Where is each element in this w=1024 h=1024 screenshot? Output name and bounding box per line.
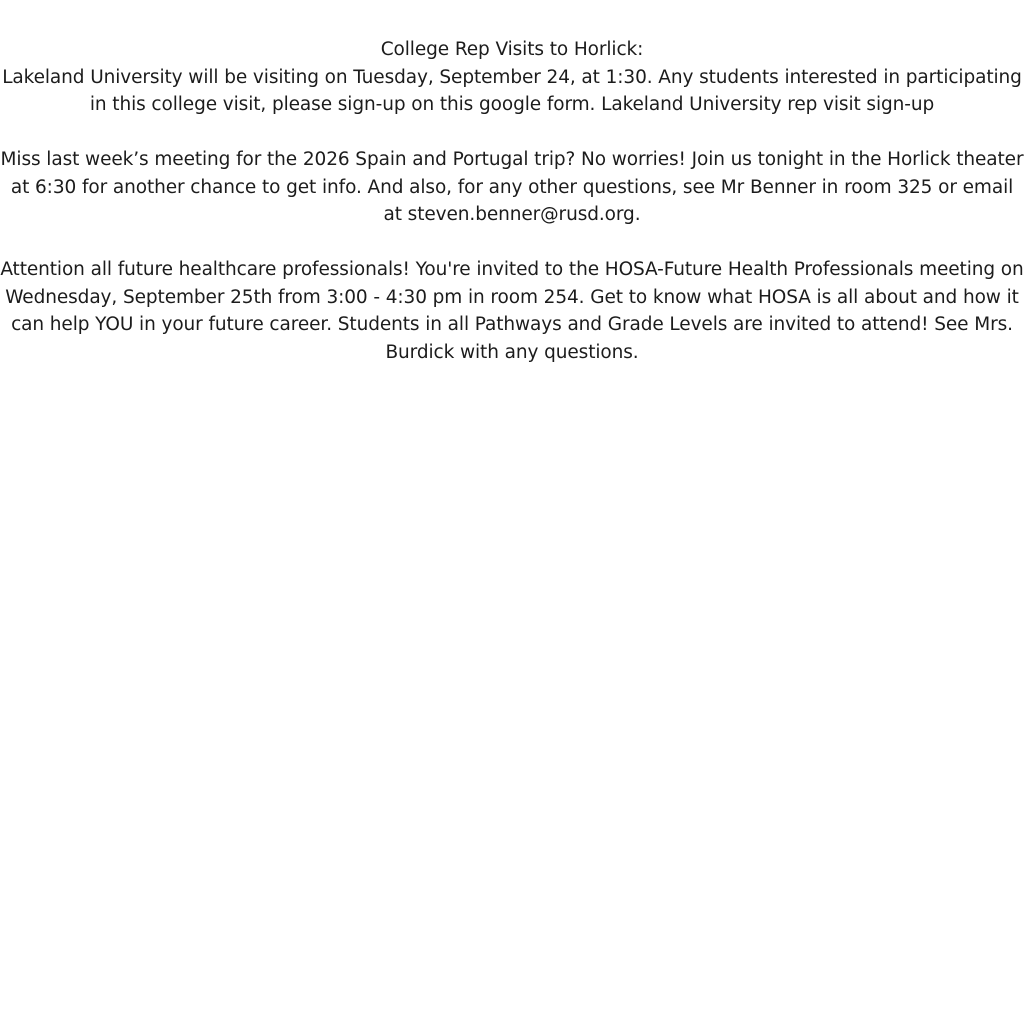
- announcement-spain-portugal-trip: [0, 146, 1024, 229]
- announcements-list: [0, 36, 1024, 394]
- announcement-hosa-meeting: [0, 256, 1024, 366]
- announcement-body: Lakeland University will be visiting on Tuesday, September 24, at 1:30. Any students interested in participating in this college visit, please sign-up on this google form. Lakeland University rep visit sign-up: [2, 66, 1022, 115]
- announcement-body: Attention all future healthcare professionals! You're invited to the HOSA-Future Health Professionals meeting on Wednesday, September 25th from 3:00 - 4:30 pm in room 254. Get to know what HOSA is all about and how it can help YOU in your future career. Students in all Pathways and Grade Levels are invited to attend! See Mrs. Burdick with any questions.: [0, 259, 1024, 363]
- announcement-college-rep-visit: [0, 36, 1024, 119]
- announcement-heading: College Rep Visits to Horlick:: [380, 39, 644, 60]
- announcement-body: Miss last week’s meeting for the 2026 Spain and Portugal trip? No worries! Join us tonight in the Horlick theater at 6:30 for another chance to get info. And also, for any other questions, see Mr Benner in room 325 or email at steven.benner@rusd.org.: [0, 149, 1024, 225]
